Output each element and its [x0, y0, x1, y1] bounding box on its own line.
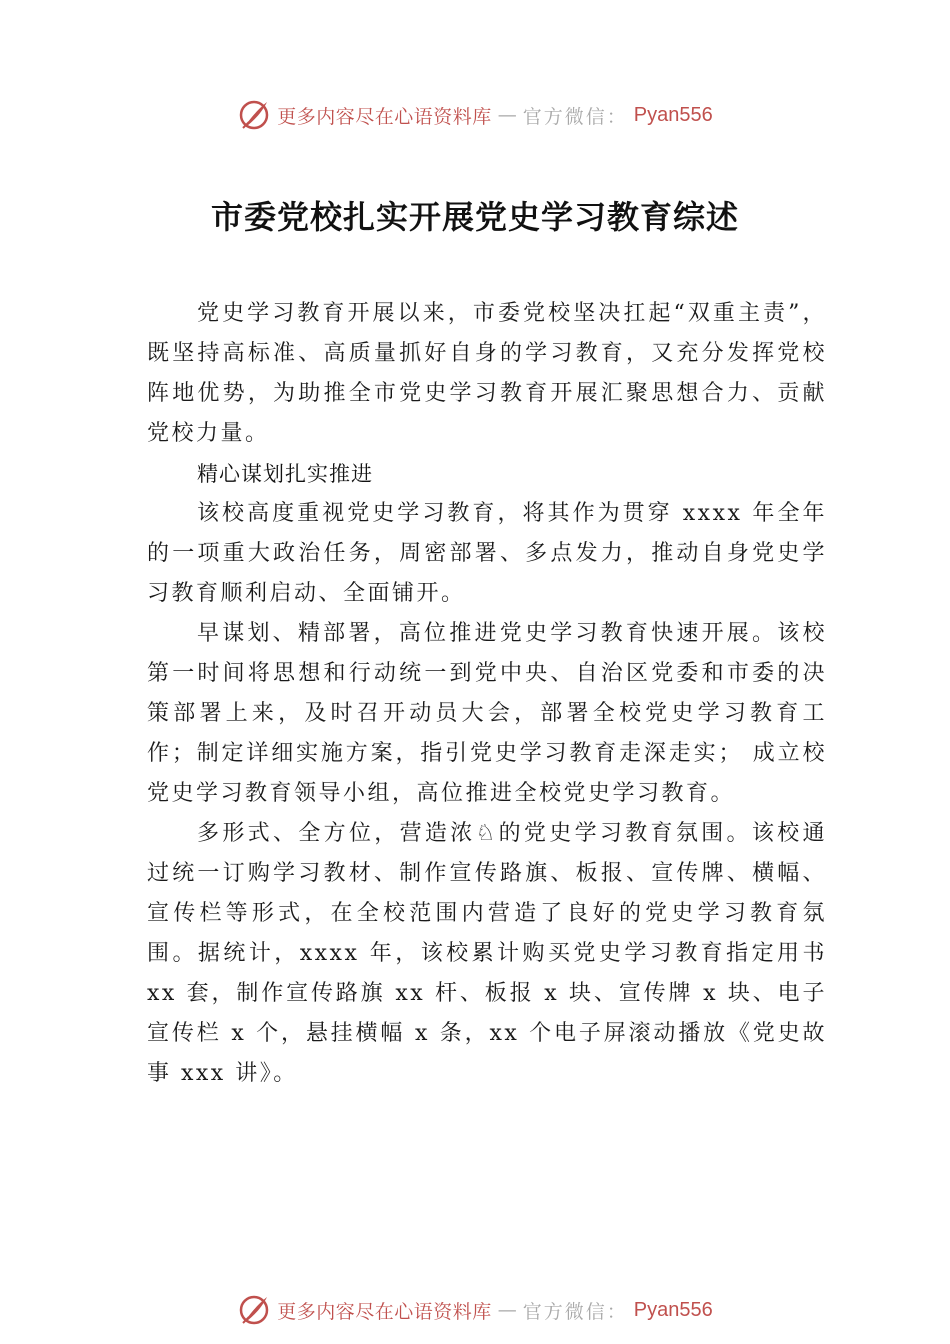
document-title: 市委党校扎实开展党史学习教育综述: [210, 198, 739, 236]
document-body: [147, 294, 827, 1094]
quill-logo-icon: [237, 98, 271, 132]
body-paragraph: 早谋划、精部署，高位推进党史学习教育快速开展。该校第一时间将思想和行动统一到党中央、自治区党委和市委的决策部署上来，及时召开动员大会，部署全校党史学习教育工作；制定详细实施方案，指引党史学习教育走深走实； 成立校党史学习教育领导小组，高位推进全校党史学习教育。: [147, 621, 827, 806]
footer-watermark: [0, 1290, 950, 1330]
watermark-label: 官方微信：: [522, 105, 628, 128]
watermark-separator: —: [497, 104, 517, 126]
body-paragraph: 多形式、全方位，营造浓♘的党史学习教育氛围。该校通过统一订购学习教材、制作宣传路旗、板报、宣传牌、横幅、宣传栏等形式，在全校范围内营造了良好的党史学习教育氛围。据统计，xxxx 年，该校累计购买党史学习教育指定用书 xx 套，制作宣传路旗 xx 杆、板报 x 块、宣传牌 x 块、电子宣传栏 x 个，悬挂横幅 x 条，xx 个电子屏滚动播放《党史故事 xxx 讲》。: [147, 821, 827, 1086]
section-heading: 精心谋划扎实推进: [197, 462, 373, 486]
body-paragraph: 该校高度重视党史学习教育，将其作为贯穿 xxxx 年全年的一项重大政治任务，周密部署、多点发力，推动自身党史学习教育顺利启动、全面铺开。: [147, 501, 827, 606]
header-watermark: [0, 95, 950, 135]
intro-paragraph: 党史学习教育开展以来，市委党校坚决扛起“双重主责”，既坚持高标准、高质量抓好自身的学习教育，又充分发挥党校阵地优势，为助推全市党史学习教育开展汇聚思想合力、贡献党校力量。: [147, 301, 827, 446]
watermark-separator: —: [497, 1299, 517, 1321]
watermark-id: Pyan556: [633, 103, 713, 126]
watermark-text: 更多内容尽在心语资料库: [277, 1300, 492, 1323]
watermark-text: 更多内容尽在心语资料库: [277, 105, 492, 128]
quill-logo-icon: [237, 1293, 271, 1327]
watermark-id: Pyan556: [633, 1298, 713, 1321]
watermark-label: 官方微信：: [522, 1300, 628, 1323]
